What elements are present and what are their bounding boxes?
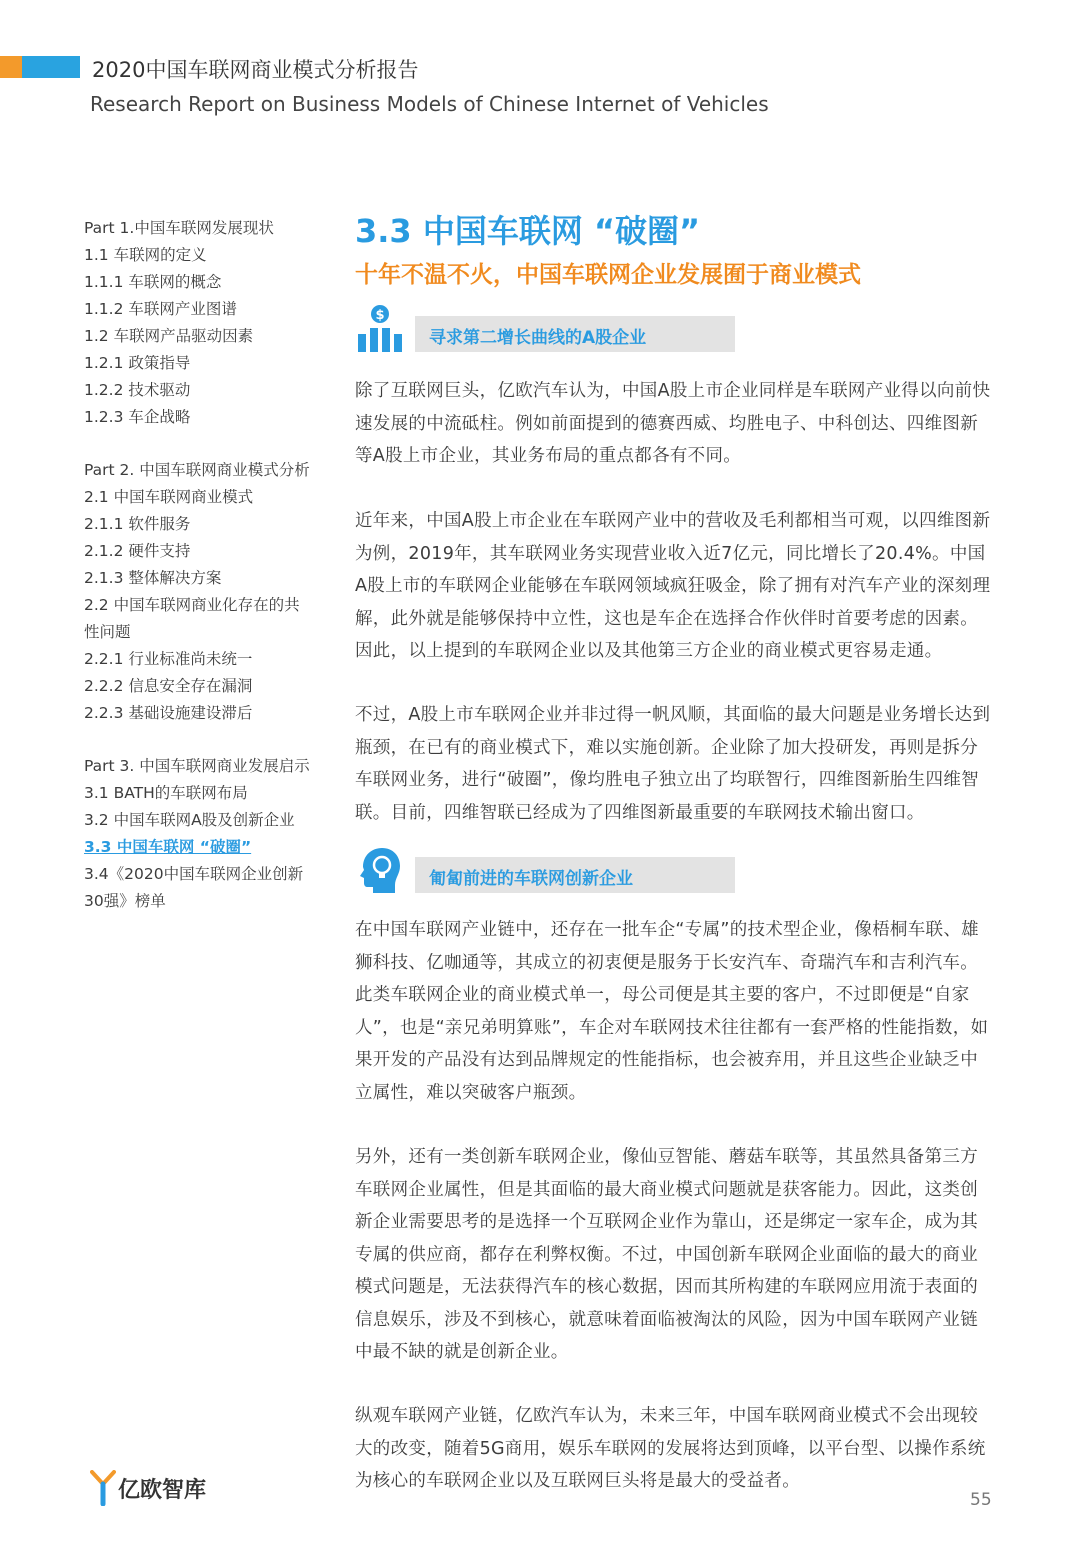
body-paragraph: 除了互联网巨头，亿欧汽车认为，中国A股上市企业同样是车联网产业得以向前快速发展的中流砥柱。例如前面提到的德赛西威、均胜电子、中科创达、四维图新等A股上市企业，其业务布局的重点都各有不同。 <box>355 381 991 466</box>
toc-item[interactable]: 1.1.1 车联网的概念 <box>84 273 222 291</box>
logo-mark-icon <box>90 1470 116 1506</box>
svg-text:$: $ <box>375 308 385 323</box>
brand-logo <box>90 1470 230 1506</box>
money-growth-chart-icon <box>355 304 405 354</box>
report-subtitle: Research Report on Business Models of Chinese Internet of Vehicles <box>90 92 769 116</box>
lightbulb-head-icon <box>355 845 405 895</box>
toc-item[interactable]: 1.2.1 政策指导 <box>84 354 191 372</box>
banner-label: 匍匐前进的车联网创新企业 <box>429 869 633 889</box>
logo-text: 亿欧智库 <box>118 1478 207 1503</box>
banner-label-box <box>415 857 735 893</box>
header-accent-blue <box>22 56 80 78</box>
banner-label-box <box>415 316 735 352</box>
report-title: 2020中国车联网商业模式分析报告 <box>92 58 419 82</box>
toc-item[interactable]: 30强》榜单 <box>84 892 166 910</box>
body-paragraph: 在中国车联网产业链中，还存在一批车企“专属”的技术型企业，像梧桐车联、雄狮科技、亿咖通等，其成立的初衷便是服务于长安汽车、奇瑞汽车和吉利汽车。此类车联网企业的商业模式单一，母公司便是其主要的客户，不过即便是“自家人”，也是“亲兄弟明算账”，车企对车联网技术往往都有一套严格的性能指数，如果开发的产品没有达到品牌规定的性能指标，也会被弃用，并且这些企业缺乏中立属性，难以突破客户瓶颈。 <box>355 920 989 1103</box>
toc-item[interactable]: 2.2.2 信息安全存在漏洞 <box>84 677 253 695</box>
subsection-banner-a-share <box>355 308 737 354</box>
page-number: 55 <box>970 1490 992 1510</box>
toc-item[interactable]: 2.2.3 基础设施建设滞后 <box>84 704 253 722</box>
toc-item[interactable]: Part 1.中国车联网发展现状 <box>84 219 274 237</box>
toc-item[interactable]: 1.2.3 车企战略 <box>84 408 191 426</box>
banner-label: 寻求第二增长曲线的A股企业 <box>429 328 647 348</box>
toc-item[interactable]: 1.1 车联网的定义 <box>84 246 207 264</box>
toc-item[interactable]: 1.2 车联网产品驱动因素 <box>84 327 254 345</box>
subsection-banner-innovators <box>355 855 737 895</box>
toc-item-current[interactable]: 3.3 中国车联网 “破圈” <box>84 838 252 856</box>
section-subtitle: 十年不温不火，中国车联网企业发展囿于商业模式 <box>355 262 861 288</box>
header-accent-orange <box>0 56 22 78</box>
toc-item[interactable]: Part 2. 中国车联网商业模式分析 <box>84 461 310 479</box>
toc-item[interactable]: 3.2 中国车联网A股及创新企业 <box>84 811 295 829</box>
toc-item[interactable]: 2.1.2 硬件支持 <box>84 542 191 560</box>
toc-item[interactable]: 1.1.2 车联网产业图谱 <box>84 300 237 318</box>
toc-item[interactable]: 2.1.1 软件服务 <box>84 515 191 533</box>
toc-item[interactable]: 2.2 中国车联网商业化存在的共 <box>84 596 300 614</box>
toc-part1 <box>84 215 324 431</box>
toc-item[interactable]: 1.2.2 技术驱动 <box>84 381 191 399</box>
body-paragraph: 近年来，中国A股上市企业在车联网产业中的营收及毛利都相当可观，以四维图新为例，2019年，其车联网业务实现营业收入近7亿元，同比增长了20.4%。中国A股上市的车联网企业能够在车联网领域疯狂吸金，除了拥有对汽车产业的深刻理解，此外就是能够保持中立性，这也是车企在选择合作伙伴时首要考虑的因素。因此，以上提到的车联网企业以及其他第三方企业的商业模式更容易走通。 <box>355 511 991 661</box>
body-paragraph: 不过，A股上市车联网企业并非过得一帆风顺，其面临的最大问题是业务增长达到瓶颈，在已有的商业模式下，难以实施创新。企业除了加大投研发，再则是拆分车联网业务，进行“破圈”，像均胜电子独立出了均联智行，四维图新胎生四维智联。目前，四维智联已经成为了四维图新最重要的车联网技术输出窗口。 <box>355 705 991 823</box>
toc-part2 <box>84 457 324 727</box>
toc-item[interactable]: 2.1 中国车联网商业模式 <box>84 488 254 506</box>
toc-item[interactable]: Part 3. 中国车联网商业发展启示 <box>84 757 310 775</box>
toc-part3 <box>84 753 324 915</box>
body-paragraph: 纵观车联网产业链，亿欧汽车认为，未来三年，中国车联网商业模式不会出现较大的改变，随着5G商用，娱乐车联网的发展将达到顶峰，以平台型、以操作系统为核心的车联网企业以及互联网巨头将是最大的受益者。 <box>355 1406 986 1491</box>
body-paragraph: 另外，还有一类创新车联网企业，像仙豆智能、蘑菇车联等，其虽然具备第三方车联网企业属性，但是其面临的最大商业模式问题就是获客能力。因此，这类创新企业需要思考的是选择一个互联网企业作为靠山，还是绑定一家车企，成为其专属的供应商，都存在利弊权衡。不过，中国创新车联网企业面临的最大的商业模式问题是，无法获得汽车的核心数据，因而其所构建的车联网应用流于表面的信息娱乐，涉及不到核心，就意味着面临被淘汰的风险，因为中国车联网产业链中最不缺的就是创新企业。 <box>355 1147 978 1362</box>
table-of-contents <box>84 215 324 915</box>
toc-item[interactable]: 2.2.1 行业标准尚未统一 <box>84 650 253 668</box>
toc-item[interactable]: 2.1.3 整体解决方案 <box>84 569 222 587</box>
toc-item[interactable]: 3.1 BATH的车联网布局 <box>84 784 248 802</box>
toc-item[interactable]: 3.4《2020中国车联网企业创新 <box>84 865 304 883</box>
toc-item[interactable]: 性问题 <box>84 623 131 641</box>
section-title: 3.3 中国车联网 “破圈” <box>355 212 701 250</box>
